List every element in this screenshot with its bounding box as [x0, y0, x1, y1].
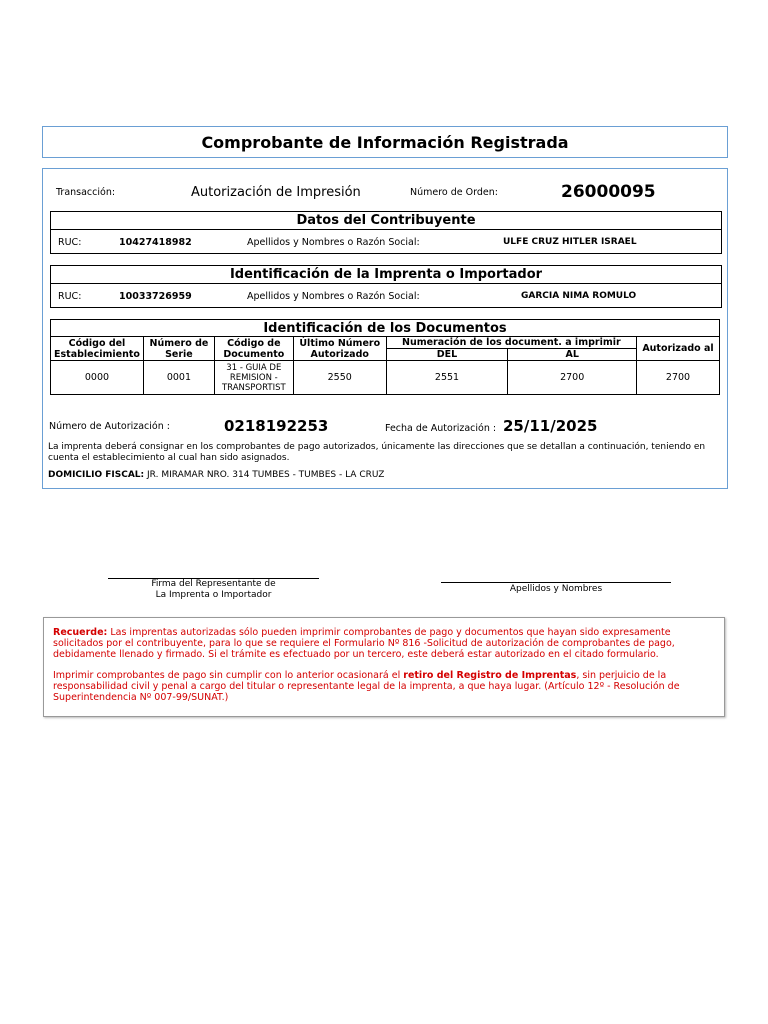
cell-establishment: 0000 [51, 361, 144, 395]
printer-heading: Identificación de la Imprenta o Importador [51, 266, 721, 284]
printer-name-value: GARCIA NIMA ROMULO [521, 291, 637, 301]
fiscal-address [48, 470, 384, 480]
printer-ruc-label: RUC: [58, 290, 82, 302]
notice-p2-text-b: , sin perjuicio de la responsabilidad civil y penal a cargo del titular o representante legal de la imprenta, a que haya lugar. (Artículo 12º - Resolución de Superintendencia Nº 007-99/SUNAT.) [53, 670, 680, 703]
notice-p2-bold: retiro del Registro de Imprentas [403, 670, 577, 681]
printer-row [51, 284, 721, 308]
signature-left-caption [108, 579, 319, 601]
cell-from: 2551 [386, 361, 508, 395]
registration-panel [42, 168, 728, 489]
authorization-date-label: Fecha de Autorización : [385, 423, 497, 434]
contributor-section [50, 211, 722, 254]
transaction-value: Autorización de Impresión [191, 185, 361, 200]
authorization-date-value: 25/11/2025 [503, 417, 598, 435]
col-authorized-to: Autorizado al [637, 337, 720, 361]
table-row [51, 361, 720, 395]
col-last-number: Último Número Autorizado [293, 337, 386, 361]
contributor-row [51, 230, 721, 254]
contributor-ruc-label: RUC: [58, 236, 82, 248]
authorization-number-label: Número de Autorización : [49, 421, 170, 432]
cell-last-number: 2550 [293, 361, 386, 395]
notice-remember-label: Recuerde: [53, 627, 108, 638]
signature-left-line1: Firma del Representante de [151, 579, 276, 589]
transaction-label: Transacción: [56, 187, 116, 198]
signature-left-line2: La Imprenta o Importador [155, 590, 272, 600]
documents-table [50, 319, 720, 395]
order-number-label: Número de Orden: [410, 187, 498, 198]
cell-series: 0001 [143, 361, 214, 395]
documents-section [50, 319, 720, 395]
fiscal-address-value: JR. MIRAMAR NRO. 314 TUMBES - TUMBES - LA CRUZ [147, 470, 385, 480]
col-establishment: Código del Establecimiento [51, 337, 144, 361]
notice-paragraph-1 [53, 627, 713, 660]
documents-heading: Identificación de los Documentos [51, 320, 720, 337]
cell-to: 2700 [508, 361, 637, 395]
contributor-name-value: ULFE CRUZ HITLER ISRAEL [503, 237, 637, 247]
printer-section [50, 265, 722, 308]
signature-right-caption: Apellidos y Nombres [509, 584, 603, 594]
printer-ruc-value: 10033726959 [119, 290, 192, 302]
col-numbering: Numeración de los document. a imprimir [386, 337, 636, 349]
col-to: AL [508, 349, 637, 361]
contributor-name-label: Apellidos y Nombres o Razón Social: [247, 236, 420, 248]
cell-authorized-to: 2700 [637, 361, 720, 395]
contributor-heading: Datos del Contribuyente [51, 212, 721, 230]
col-from: DEL [386, 349, 508, 361]
notice-p2-text-a: Imprimir comprobantes de pago sin cumplir con lo anterior ocasionará el [53, 670, 404, 681]
cell-doc-code: 31 - GUIA DE REMISION - TRANSPORTIST [214, 361, 293, 395]
signature-line-right [441, 582, 671, 583]
col-series: Número de Serie [143, 337, 214, 361]
page-title: Comprobante de Información Registrada [42, 126, 728, 158]
order-number-value: 26000095 [561, 182, 656, 202]
fiscal-address-label: DOMICILIO FISCAL: [48, 470, 145, 480]
col-doc-code: Código de Documento [214, 337, 293, 361]
authorization-number-value: 0218192253 [224, 417, 329, 435]
printer-name-label: Apellidos y Nombres o Razón Social: [247, 290, 420, 302]
contributor-ruc-value: 10427418982 [119, 236, 192, 248]
notice-p1-text: Las imprentas autorizadas sólo pueden imprimir comprobantes de pago y documentos que hayan sido expresamente solicitados por el contribuyente, para lo que se requiere el Formulario Nº 816 -Solicitud de autorización de comprobantes de pago, debidamente llenado y firmado. Si el trámite es efectuado por un tercero, este deberá estar autorizado en el citado formulario. [53, 627, 675, 660]
instruction-text: La imprenta deberá consignar en los comprobantes de pago autorizados, únicamente las direcciones que se detallan a continuación, teniendo en cuenta el establecimiento al cual han sido asignados. [48, 442, 706, 463]
notice-paragraph-2 [53, 670, 713, 703]
notice-box [43, 617, 725, 717]
